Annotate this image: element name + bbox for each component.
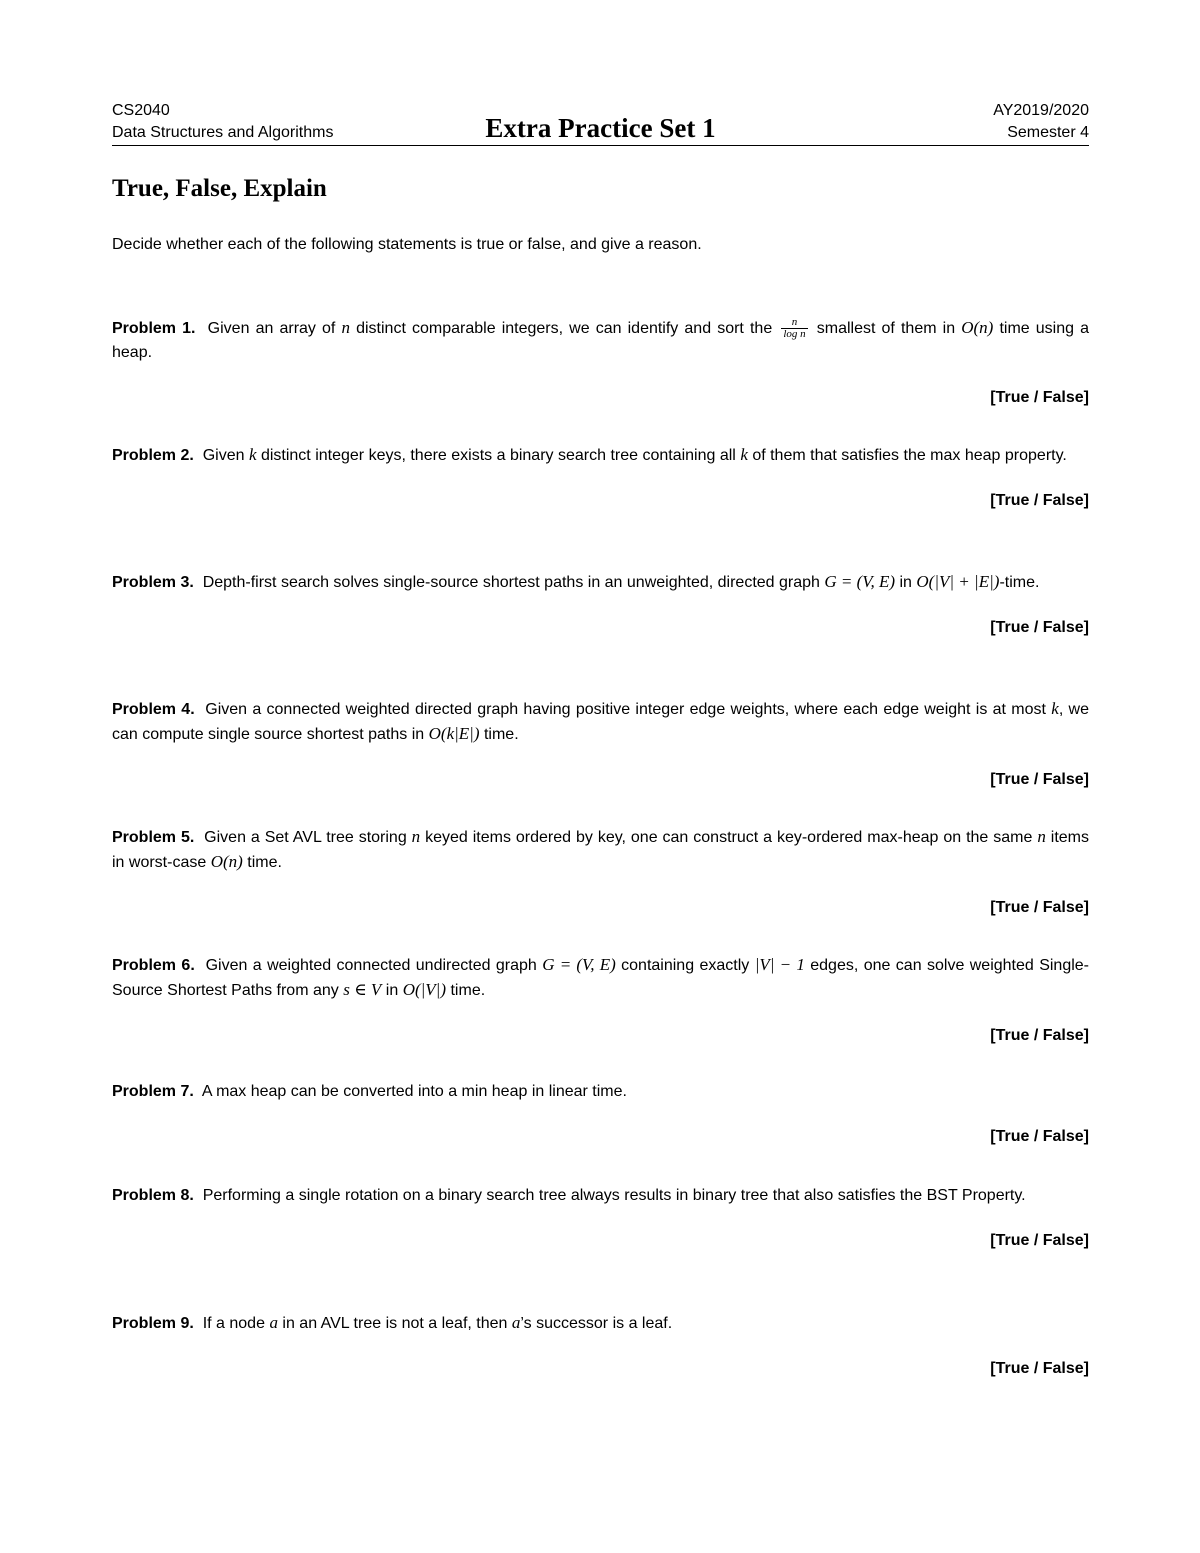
problem-8-text: Problem 8. Performing a single rotation on a binary search tree always results in binary tree that also satisfies the BST Property. — [112, 1187, 1026, 1204]
problem-label: Problem 8. — [112, 1187, 194, 1204]
document-page — [112, 100, 1089, 256]
problem-5 — [112, 825, 1089, 919]
header-top-row — [112, 100, 1089, 122]
answer-prompt: [True / False] — [990, 619, 1089, 636]
problem-label: Problem 1. — [112, 320, 196, 337]
answer-prompt: [True / False] — [990, 1027, 1089, 1044]
header-bottom-row — [112, 113, 1089, 146]
problem-2 — [112, 443, 1089, 512]
problem-2-text: Problem 2. Given k distinct integer keys, there exists a binary search tree containing all k of them that satisfies the max heap property. — [112, 445, 1067, 464]
problem-6 — [112, 953, 1089, 1047]
problem-label: Problem 6. — [112, 957, 195, 974]
answer-prompt: [True / False] — [990, 1128, 1089, 1145]
answer-prompt: [True / False] — [990, 492, 1089, 509]
problem-6-text: Problem 6. Given a weighted connected undirected graph G = (V, E) containing exactly |V| − 1 edges, one can solve weighted Single-Source Shortest Paths from any s ∈ V in O(|V|) time. — [112, 955, 1089, 999]
course-code: CS2040 — [112, 102, 170, 119]
problem-4 — [112, 697, 1089, 791]
academic-year: AY2019/2020 — [993, 102, 1089, 119]
section-title: True, False, Explain — [112, 175, 327, 202]
problem-label: Problem 5. — [112, 829, 195, 846]
answer-prompt: [True / False] — [990, 771, 1089, 788]
problem-label: Problem 7. — [112, 1083, 194, 1100]
problem-3-text: Problem 3. Depth-first search solves single-source shortest paths in an unweighted, directed graph G = (V, E) in O(|V| + |E|)-time. — [112, 572, 1040, 591]
problem-1-text: Problem 1. Given an array of n distinct comparable integers, we can identify and sort the $\frac{n}{\text{log n}}$ smallest of them in O(n) time using a heap. — [112, 316, 1090, 361]
answer-prompt: [True / False] — [990, 1232, 1089, 1249]
section-intro: Decide whether each of the following statements is true or false, and give a reason. — [112, 236, 702, 253]
fraction-n-over-log-n: $\frac{n}{\text{log n}}$ — [783, 316, 806, 341]
problem-7 — [112, 1080, 1089, 1148]
problem-label: Problem 4. — [112, 701, 195, 718]
problem-label: Problem 9. — [112, 1315, 194, 1332]
problem-8 — [112, 1184, 1089, 1252]
problem-9 — [112, 1311, 1089, 1380]
problem-label: Problem 2. — [112, 447, 194, 464]
answer-prompt: [True / False] — [990, 1360, 1089, 1377]
problem-4-text: Problem 4. Given a connected weighted directed graph having positive integer edge weights, where each edge weight is at most k, we can compute single source shortest paths in O(k|E|) time. — [112, 699, 1090, 743]
answer-prompt: [True / False] — [990, 899, 1089, 916]
document-title: Extra Practice Set 1 — [485, 113, 716, 143]
course-name: Data Structures and Algorithms — [112, 124, 334, 141]
answer-prompt: [True / False] — [990, 389, 1089, 406]
problem-3 — [112, 570, 1089, 639]
problem-5-text: Problem 5. Given a Set AVL tree storing n keyed items ordered by key, one can construct a key-ordered max-heap on the same n items in worst-case O(n) time. — [112, 827, 1089, 871]
problem-1 — [112, 316, 1089, 409]
problem-label: Problem 3. — [112, 574, 194, 591]
problem-7-text: Problem 7. A max heap can be converted into a min heap in linear time. — [112, 1083, 627, 1100]
semester: Semester 4 — [1007, 124, 1089, 141]
problem-9-text: Problem 9. If a node a in an AVL tree is not a leaf, then a’s successor is a leaf. — [112, 1313, 673, 1332]
